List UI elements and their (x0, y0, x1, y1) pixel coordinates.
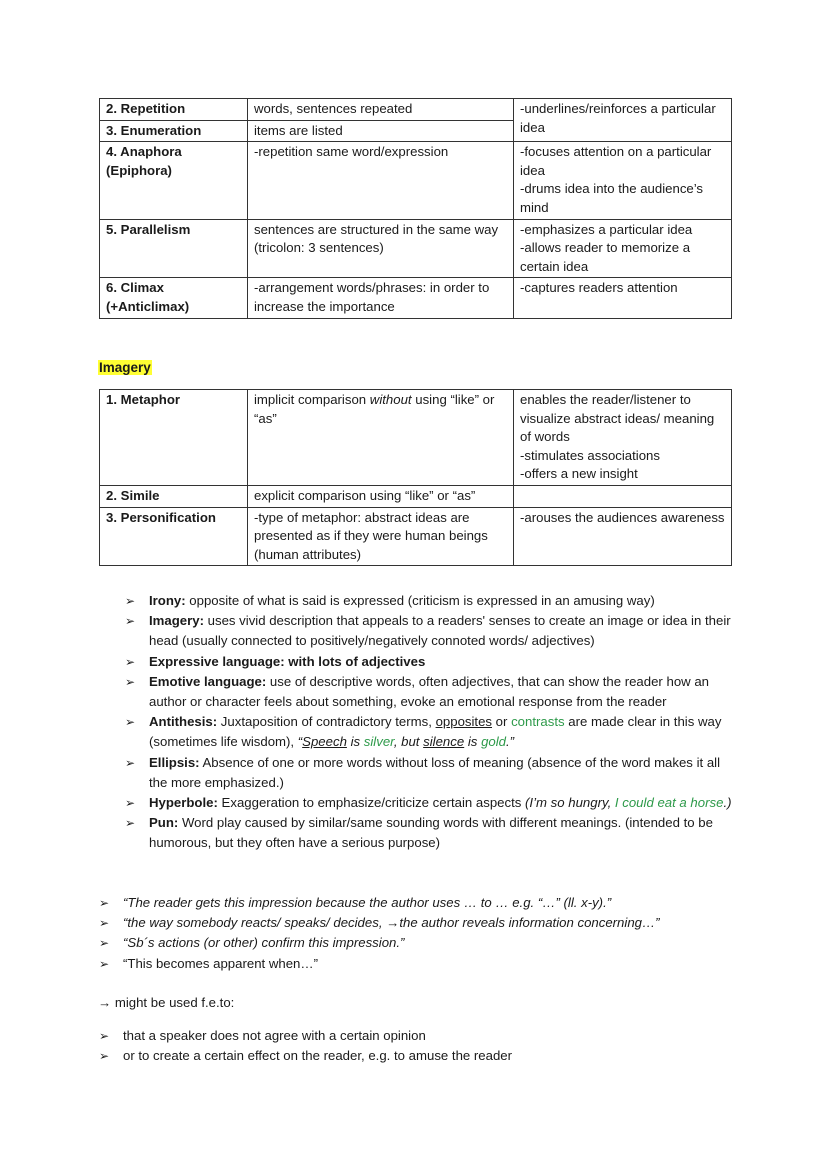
term-cell: 2. Simile (100, 485, 248, 507)
usage-note (98, 995, 234, 1010)
list-item (99, 913, 739, 933)
list-item (125, 712, 737, 752)
device-example: I could eat a horse (614, 795, 724, 811)
phrase-text: the author reveals information concerning…” (399, 915, 660, 931)
list-item (99, 1026, 739, 1046)
effect-cell: -emphasizes a particular idea -allows reader to memorize a certain idea (514, 219, 732, 278)
example-word: is (346, 734, 364, 750)
term-cell: 3. Enumeration (100, 120, 248, 142)
device-label: Hyperbole: (149, 795, 218, 811)
quote-mark: “ (297, 734, 303, 750)
arrow-bullet-icon: ➢ (125, 614, 136, 629)
imagery-table (99, 389, 732, 566)
device-text: Absence of one or more words without loss of meaning (absence of the word makes it all the more emphasized.) (149, 754, 721, 790)
quote-mark: .” (506, 734, 515, 750)
term-cell: 3. Personification (100, 507, 248, 566)
table-row (100, 99, 732, 121)
effect-cell (514, 485, 732, 507)
phrase-text: “This becomes apparent when…” (123, 955, 318, 971)
devices-list (125, 591, 737, 854)
list-item (99, 954, 739, 974)
arrow-bullet-icon: ➢ (99, 896, 110, 910)
device-label: Emotive language: (149, 673, 267, 689)
device-example: (I’m so hungry, (525, 795, 615, 811)
example-word: is (464, 734, 482, 750)
device-text: contrasts (511, 714, 565, 730)
arrow-bullet-icon: ➢ (125, 816, 136, 831)
device-text: uses vivid description that appeals to a readers' senses to create an image or idea in their head (usually connected to positively/negatively connoted words/ adjectives) (149, 613, 731, 649)
right-arrow-icon: → (386, 915, 400, 931)
arrow-bullet-icon: ➢ (125, 594, 136, 608)
definition-cell: -repetition same word/expression (248, 142, 514, 219)
example-word: , but (393, 734, 424, 750)
imagery-heading: Imagery (99, 360, 151, 375)
definition-cell: -arrangement words/phrases: in order to increase the importance (248, 278, 514, 318)
example-word: silver (363, 734, 394, 750)
arrow-bullet-icon: ➢ (125, 796, 136, 811)
arrow-bullet-icon: ➢ (99, 956, 110, 971)
effect-cell: -captures readers attention (514, 278, 732, 318)
table-row (100, 507, 732, 566)
definition-text: using “like” or “as” (254, 392, 495, 426)
term-cell: 6. Climax (+Anticlimax) (100, 278, 248, 318)
arrow-bullet-icon: ➢ (125, 654, 136, 669)
phrase-text: “the way somebody reacts/ speaks/ decides, (123, 915, 387, 931)
list-item (125, 652, 737, 672)
arrow-bullet-icon: ➢ (99, 1049, 110, 1064)
effect-cell: -focuses attention on a particular idea -drums idea into the audience’s mind (514, 142, 732, 219)
arrow-bullet-icon: ➢ (125, 715, 136, 730)
definition-cell: words, sentences repeated (248, 99, 514, 121)
arrow-bullet-icon: ➢ (99, 1029, 110, 1043)
effect-cell: -arouses the audiences awareness (514, 507, 732, 566)
usage-text: might be used f.e.to: (111, 995, 235, 1010)
device-text: use of descriptive words, often adjectives, that can show the reader how an author or character feels about something, evoke an emotional response from the reader (149, 673, 710, 710)
device-text: opposite of what is said is expressed (criticism is expressed in an amusing way) (185, 593, 655, 608)
table-row (100, 485, 732, 507)
example-word: silence (423, 734, 465, 750)
list-item (125, 813, 737, 853)
usage-item-text: that a speaker does not agree with a certain opinion (123, 1028, 426, 1043)
rhetoric-table-repetition (99, 98, 732, 319)
definition-cell: sentences are structured in the same way (tricolon: 3 sentences) (248, 219, 514, 278)
effect-cell: -underlines/reinforces a particular idea (514, 99, 732, 142)
table-row (100, 142, 732, 219)
table-row (100, 390, 732, 486)
phrase-text: “Sb´s actions (or other) confirm this impression.” (123, 935, 405, 951)
device-text: are made clear in this way (sometimes life wisdom), (149, 714, 722, 750)
arrow-bullet-icon: ➢ (125, 674, 136, 689)
list-item (125, 611, 737, 651)
device-label: Pun: (149, 815, 179, 831)
example-word: gold (481, 734, 506, 750)
term-cell: 4. Anaphora (Epiphora) (100, 142, 248, 219)
device-label: Expressive language: with lots of adjectives (149, 653, 426, 669)
list-item (99, 893, 739, 913)
list-item (125, 672, 737, 712)
device-text: Exaggeration to emphasize/criticize certain aspects (217, 795, 526, 811)
device-label: Imagery: (149, 613, 204, 629)
table-row (100, 219, 732, 278)
phrases-list (99, 893, 739, 974)
list-item (125, 591, 737, 611)
term-cell: 1. Metaphor (100, 390, 248, 486)
arrow-bullet-icon: ➢ (99, 916, 110, 931)
right-arrow-icon: → (98, 995, 112, 1010)
example-word: Speech (302, 734, 347, 750)
device-label: Irony: (149, 593, 186, 608)
phrase-text: “The reader gets this impression because the author uses … to … e.g. “…” (ll. x-y).” (123, 895, 612, 910)
device-label: Antithesis: (149, 714, 218, 730)
arrow-bullet-icon: ➢ (99, 936, 110, 951)
definition-text: implicit comparison (254, 392, 370, 407)
list-item (99, 1046, 739, 1066)
definition-cell: -type of metaphor: abstract ideas are presented as if they were human beings (human attributes) (248, 507, 514, 566)
device-text: Juxtaposition of contradictory terms, (217, 714, 436, 730)
table-row (100, 278, 732, 318)
device-label: Ellipsis: (149, 754, 200, 770)
list-item (125, 753, 737, 793)
definition-cell (248, 390, 514, 486)
device-example (298, 734, 514, 749)
effect-cell: enables the reader/listener to visualize abstract ideas/ meaning of words -stimulates associations -offers a new insight (514, 390, 732, 486)
list-item (125, 793, 737, 813)
arrow-bullet-icon: ➢ (125, 755, 136, 770)
device-text: or (492, 714, 512, 730)
device-text: Word play caused by similar/same sounding words with different meanings. (intended to be humorous, but they often have a serious purpose) (149, 815, 713, 851)
definition-cell: explicit comparison using “like” or “as” (248, 485, 514, 507)
usage-item-text: or to create a certain effect on the reader, e.g. to amuse the reader (123, 1048, 513, 1064)
usage-list (99, 1026, 739, 1066)
device-text: opposites (435, 714, 493, 730)
device-example: .) (723, 795, 732, 811)
list-item (99, 933, 739, 953)
definition-cell: items are listed (248, 120, 514, 142)
definition-emphasis: without (369, 392, 412, 407)
term-cell: 5. Parallelism (100, 219, 248, 278)
term-cell: 2. Repetition (100, 99, 248, 121)
